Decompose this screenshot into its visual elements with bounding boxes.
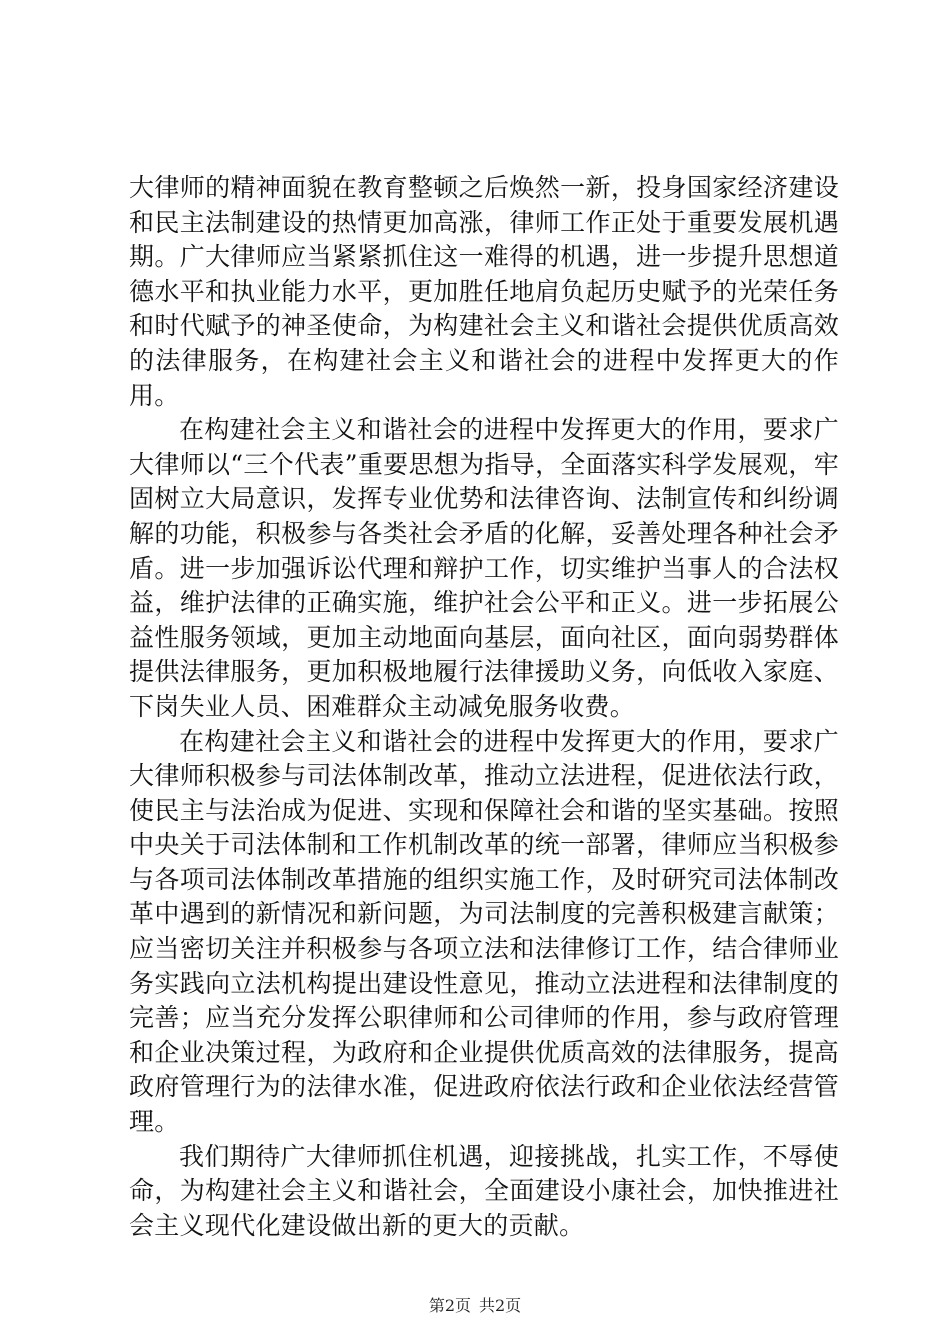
page-number-current: 第2页 — [428, 1296, 471, 1315]
page-number-total: 共2页 — [479, 1296, 522, 1315]
paragraph-4: 我们期待广大律师抓住机遇，迎接挑战，扎实工作，不辱使命，为构建社会主义和谐社会，全面建设小康社会，加快推进社会主义现代化建设做出新的更大的贡献。 — [129, 1141, 839, 1240]
paragraph-2: 在构建社会主义和谐社会的进程中发挥更大的作用，要求广大律师以“三个代表”重要思想为指导，全面落实科学发展观，牢固树立大局意识，发挥专业优势和法律咨询、法制宣传和纠纷调解的功能，积极参与各类社会矛盾的化解，妥善处理各种社会矛盾。进一步加强诉讼代理和辩护工作，切实维护当事人的合法权益，维护法律的正确实施，维护社会公平和正义。进一步拓展公益性服务领域，更加主动地面向基层，面向社区，面向弱势群体提供法律服务，更加积极地履行法律援助义务，向低收入家庭、下岗失业人员、困难群众主动减免服务收费。 — [129, 415, 839, 721]
page-footer — [0, 1293, 950, 1316]
document-body — [129, 171, 839, 1243]
paragraph-3: 在构建社会主义和谐社会的进程中发挥更大的作用，要求广大律师积极参与司法体制改革，推动立法进程，促进依法行政，使民主与法治成为促进、实现和保障社会和谐的坚实基础。按照中央关于司法体制和工作机制改革的统一部署，律师应当积极参与各项司法体制改革措施的组织实施工作，及时研究司法体制改革中遇到的新情况和新问题，为司法制度的完善积极建言献策；应当密切关注并积极参与各项立法和法律修订工作，结合律师业务实践向立法机构提出建设性意见，推动立法进程和法律制度的完善；应当充分发挥公职律师和公司律师的作用，参与政府管理和企业决策过程，为政府和企业提供优质高效的法律服务，提高政府管理行为的法律水准，促进政府依法行政和企业依法经营管理。 — [129, 726, 839, 1137]
paragraph-1: 大律师的精神面貌在教育整顿之后焕然一新，投身国家经济建设和民主法制建设的热情更加高涨，律师工作正处于重要发展机遇期。广大律师应当紧紧抓住这一难得的机遇，进一步提升思想道德水平和执业能力水平，更加胜任地肩负起历史赋予的光荣任务和时代赋予的神圣使命，为构建社会主义和谐社会提供优质高效的法律服务，在构建社会主义和谐社会的进程中发挥更大的作用。 — [129, 173, 839, 410]
